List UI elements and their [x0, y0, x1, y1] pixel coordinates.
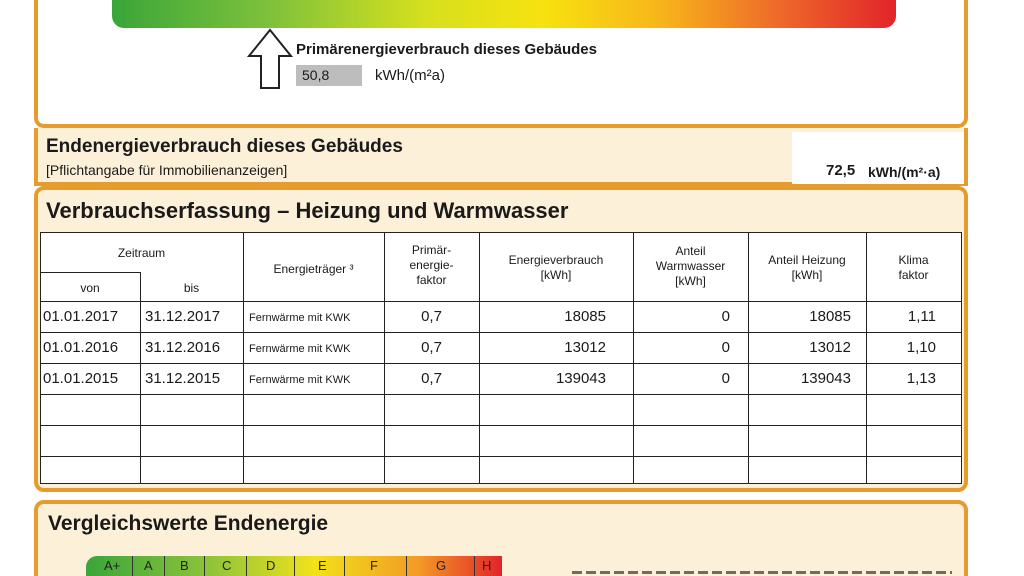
comparison-title: Vergleichswerte Endenergie [48, 512, 329, 535]
row-heizung: 18085 [809, 308, 851, 325]
class-divider [204, 556, 205, 576]
row-faktor: 0,7 [421, 308, 442, 325]
row-klima: 1,10 [906, 339, 936, 356]
table-grid-line [40, 363, 962, 364]
row-faktor: 0,7 [421, 370, 442, 387]
row-heizung: 13012 [809, 339, 851, 356]
table-grid-line [40, 232, 962, 233]
table-grid-line [40, 483, 962, 484]
class-divider [132, 556, 133, 576]
row-warmwasser: 0 [721, 339, 730, 356]
row-verbrauch: 13012 [564, 339, 606, 356]
table-grid-line [40, 332, 962, 333]
cutoff-explanatory-text [572, 570, 952, 576]
class-divider [474, 556, 475, 576]
end-energy-title: Endenergieverbrauch dieses Gebäudes [46, 136, 403, 157]
header-energieverbrauch: Energieverbrauch [kWh] [508, 253, 604, 282]
row-klima: 1,11 [907, 308, 936, 325]
class-divider [344, 556, 345, 576]
header-klimafaktor: Klima faktor [898, 253, 929, 282]
primary-energy-label: Primärenergieverbrauch dieses Gebäudes [296, 41, 597, 58]
class-divider [246, 556, 247, 576]
header-heizung: Anteil Heizung [kWh] [768, 253, 846, 282]
table-grid-line [40, 301, 962, 302]
class-label: E [318, 558, 327, 573]
row-bis: 31.12.2017 [145, 308, 221, 325]
class-label: C [222, 558, 232, 573]
class-label: D [266, 558, 276, 573]
class-label: F [370, 558, 378, 573]
row-bis: 31.12.2016 [145, 339, 221, 356]
class-divider [294, 556, 295, 576]
end-energy-unit: kWh/(m²·a) [868, 164, 941, 180]
row-von: 01.01.2017 [43, 308, 119, 325]
row-von: 01.01.2015 [43, 370, 119, 387]
consumption-title: Verbrauchserfassung – Heizung und Warmwasser [46, 198, 569, 223]
header-energietraeger: Energieträger ³ [273, 262, 354, 276]
table-grid-line [40, 394, 962, 395]
row-warmwasser: 0 [721, 370, 730, 387]
arrow-up-icon [247, 28, 293, 90]
class-label: A [144, 558, 153, 573]
class-label: G [436, 558, 447, 573]
row-traeger: Fernwärme mit KWK [249, 343, 351, 355]
row-faktor: 0,7 [421, 339, 442, 356]
end-energy-note: [Pflichtangabe für Immobilienanzeigen] [46, 162, 288, 178]
primary-energy-value: 50,8 [296, 65, 362, 86]
row-klima: 1,13 [906, 370, 936, 387]
class-label: A+ [104, 558, 121, 573]
energy-scale-bar [112, 0, 896, 28]
header-warmwasser: Anteil Warmwasser [kWh] [655, 244, 726, 288]
table-grid-line [140, 272, 141, 484]
class-divider [406, 556, 407, 576]
row-von: 01.01.2016 [43, 339, 119, 356]
primary-energy-unit: kWh/(m²a) [375, 67, 445, 84]
class-label: B [180, 558, 189, 573]
row-bis: 31.12.2015 [145, 370, 221, 387]
row-verbrauch: 18085 [564, 308, 606, 325]
row-heizung: 139043 [800, 370, 851, 387]
table-grid-line [40, 456, 962, 457]
header-von: von [80, 281, 100, 295]
row-traeger: Fernwärme mit KWK [249, 312, 351, 324]
header-primaerfaktor: Primär- energie- faktor [409, 243, 454, 287]
row-traeger: Fernwärme mit KWK [249, 374, 351, 386]
table-grid-line [40, 232, 41, 484]
table-grid-line [40, 425, 962, 426]
end-energy-value: 72,5 [826, 162, 856, 179]
class-label: H [482, 558, 492, 573]
header-zeitraum: Zeitraum [117, 246, 166, 260]
table-grid-line [40, 272, 140, 273]
row-verbrauch: 139043 [555, 370, 606, 387]
header-bis: bis [183, 281, 200, 295]
row-warmwasser: 0 [721, 308, 730, 325]
class-divider [164, 556, 165, 576]
table-grid-line [961, 232, 962, 484]
